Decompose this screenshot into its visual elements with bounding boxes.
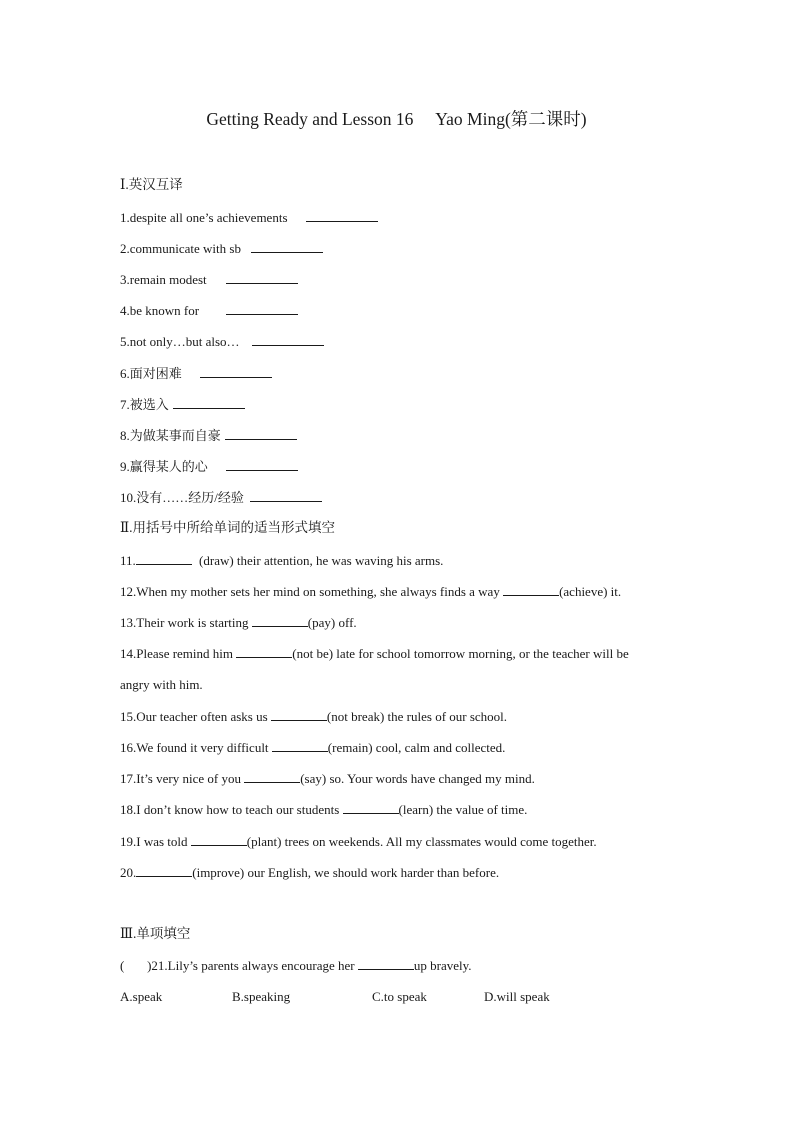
section-2-heading: Ⅱ.用括号中所给单词的适当形式填空	[120, 520, 336, 535]
list-item: 10.没有……经历/经验	[120, 489, 322, 506]
answer-blank[interactable]	[251, 240, 323, 253]
answer-blank[interactable]	[226, 458, 298, 471]
list-item: 9.赢得某人的心	[120, 458, 298, 475]
section-3-heading: Ⅲ.单项填空	[120, 926, 191, 941]
option-a[interactable]: A.speak	[120, 989, 163, 1004]
answer-blank[interactable]	[226, 302, 298, 315]
list-item: 7.被选入	[120, 396, 245, 413]
answer-blank[interactable]	[271, 708, 327, 721]
question-12: 12.When my mother sets her mind on something, she always finds a way (achieve) it.	[120, 584, 622, 599]
list-item: 1.despite all one’s achievements	[120, 209, 378, 226]
answer-blank[interactable]	[136, 864, 192, 877]
answer-blank[interactable]	[200, 365, 272, 378]
list-item: 4.be known for	[120, 302, 298, 319]
section-1-heading: Ⅰ.英汉互译	[120, 177, 183, 192]
answer-blank[interactable]	[272, 739, 328, 752]
question-17: 17.It’s very nice of you (say) so. Your words have changed my mind.	[120, 771, 535, 786]
question-15: 15.Our teacher often asks us (not break) the rules of our school.	[120, 709, 508, 724]
question-21: ( )21.Lily’s parents always encourage her up bravely.	[120, 958, 472, 973]
answer-blank[interactable]	[306, 209, 378, 222]
question-14: 14.Please remind him (not be) late for school tomorrow morning, or the teacher will be	[120, 646, 629, 661]
page-title: Getting Ready and Lesson 16 Yao Ming(第二课时)	[206, 109, 587, 129]
answer-blank[interactable]	[191, 833, 247, 846]
answer-blank[interactable]	[343, 801, 399, 814]
answer-blank[interactable]	[250, 489, 322, 502]
option-d[interactable]: D.will speak	[484, 989, 550, 1004]
answer-blank[interactable]	[358, 957, 414, 970]
list-item: 3.remain modest	[120, 271, 298, 288]
answer-blank[interactable]	[225, 427, 297, 440]
option-c[interactable]: C.to speak	[372, 989, 427, 1004]
list-item: 8.为做某事而自豪	[120, 427, 297, 444]
question-11: 11. (draw) their attention, he was waving his arms.	[120, 553, 444, 568]
option-b[interactable]: B.speaking	[232, 989, 291, 1004]
answer-blank[interactable]	[136, 552, 192, 565]
answer-blank[interactable]	[173, 396, 245, 409]
answer-blank[interactable]	[244, 770, 300, 783]
list-item: 2.communicate with sb	[120, 240, 323, 257]
question-19: 19.I was told (plant) trees on weekends. All my classmates would come together.	[120, 834, 597, 849]
question-13: 13.Their work is starting (pay) off.	[120, 615, 357, 630]
answer-blank[interactable]	[236, 645, 292, 658]
answer-blank[interactable]	[226, 271, 298, 284]
answer-blank[interactable]	[503, 583, 559, 596]
answer-blank[interactable]	[252, 333, 324, 346]
list-item: 5.not only…but also…	[120, 333, 324, 350]
list-item: 6.面对困难	[120, 365, 272, 382]
answer-blank[interactable]	[252, 614, 308, 627]
question-14-continued: angry with him.	[120, 677, 203, 692]
question-16: 16.We found it very difficult (remain) cool, calm and collected.	[120, 740, 506, 755]
question-20: 20. (improve) our English, we should work harder than before.	[120, 865, 500, 880]
question-18: 18.I don’t know how to teach our students (learn) the value of time.	[120, 802, 528, 817]
